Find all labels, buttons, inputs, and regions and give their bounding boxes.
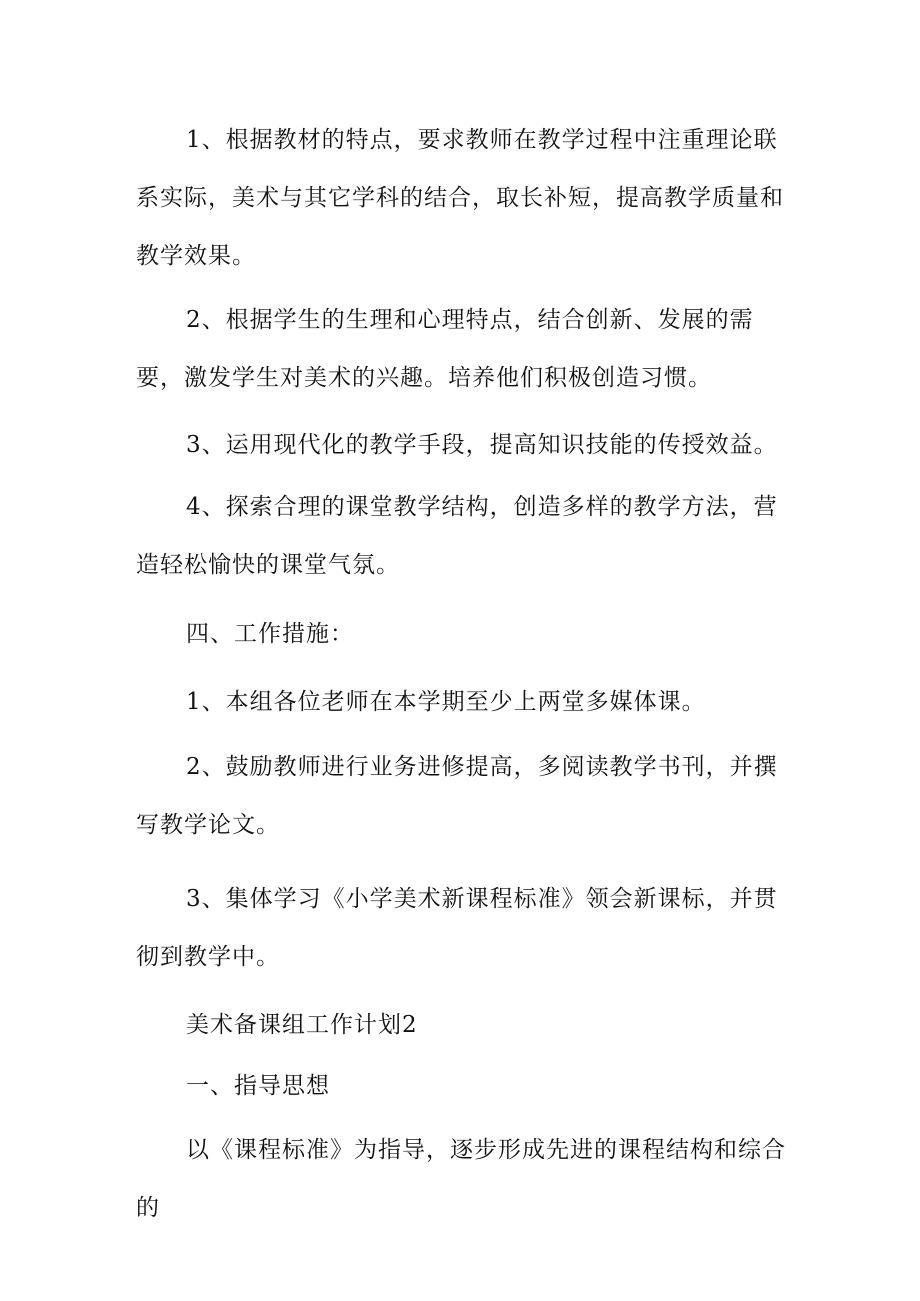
paragraph-measure-2: 2、鼓励教师进行业务进修提高，多阅读教学书刊，并撰写教学论文。 (136, 754, 778, 838)
paragraph-measure-1: 1、本组各位老师在本学期至少上两堂多媒体课。 (186, 689, 706, 715)
paragraph-guiding-ideology: 以《课程标准》为指导，逐步形成先进的课程结构和综合的 (136, 1137, 786, 1221)
paragraph-teaching-method-1: 1、根据教材的特点，要求教师在教学过程中注重理论联系实际，美术与其它学科的结合，取长补短，提高教学质量和教学效果。 (136, 127, 784, 269)
paragraph-teaching-method-2: 2、根据学生的生理和心理特点，结合创新、发展的需要，激发学生对美术的兴趣。培养他们积极创造习惯。 (136, 307, 754, 391)
paragraph-teaching-method-3: 3、运用现代化的教学手段，提高知识技能的传授效益。 (186, 432, 778, 458)
section-heading-work-measures: 四、工作措施： (186, 621, 354, 647)
paragraph-measure-3: 3、集体学习《小学美术新课程标准》领会新课标，并贯彻到教学中。 (136, 886, 778, 970)
paragraph-teaching-method-4: 4、探索合理的课堂教学结构，创造多样的教学方法，营造轻松愉快的课堂气氛。 (136, 494, 778, 578)
document-subtitle-plan-2: 美术备课组工作计划2 (186, 1012, 418, 1038)
section-heading-guiding-ideology: 一、指导思想 (186, 1073, 330, 1099)
